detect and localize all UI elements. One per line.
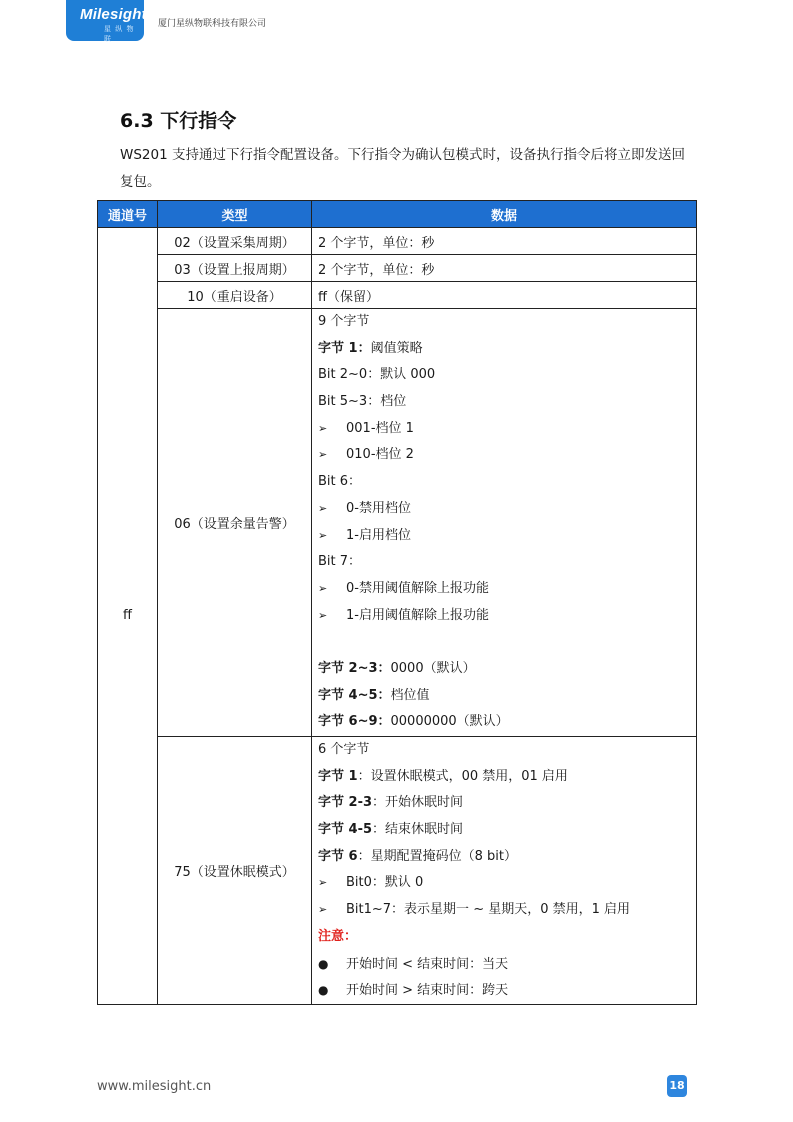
- byte-label: 字节 4~5：: [318, 687, 391, 703]
- data-text: 1-启用档位: [346, 527, 411, 543]
- type-cell: 06（设置余量告警）: [158, 309, 312, 737]
- data-line: [318, 523, 696, 550]
- data-line: [318, 790, 696, 817]
- arrow-bullet-icon: ➢: [318, 876, 328, 890]
- data-line: [318, 576, 696, 603]
- section-title: 6.3 下行指令: [120, 110, 237, 132]
- data-line: [318, 817, 696, 844]
- byte-label: 字节 6: [318, 848, 358, 864]
- channel-cell: ff: [98, 228, 158, 1005]
- data-line: Bit 5~3：档位: [318, 394, 407, 410]
- type-cell: 02（设置采集周期）: [158, 228, 312, 255]
- data-line: [318, 870, 696, 897]
- table-row: [98, 737, 697, 1005]
- data-line: Bit 7：: [318, 554, 362, 570]
- data-line: 6 个字节: [318, 742, 370, 757]
- footer-url: www.milesight.cn: [97, 1079, 212, 1094]
- data-line: [318, 336, 696, 363]
- data-cell: 2 个字节，单位：秒: [312, 255, 697, 282]
- arrow-bullet-icon: ➢: [318, 501, 328, 515]
- byte-label: 字节 1: [318, 768, 358, 784]
- data-line: [318, 844, 696, 871]
- data-text: 开始时间 < 结束时间：当天: [346, 956, 509, 972]
- data-text: 阈值策略: [370, 340, 423, 356]
- data-text: 0-禁用档位: [346, 500, 411, 516]
- data-line: [318, 442, 696, 469]
- data-text: ：设置休眠模式，00 禁用，01 启用: [357, 768, 568, 784]
- section-intro: WS201 支持通过下行指令配置设备。下行指令为确认包模式时，设备执行指令后将立即发送回复包。: [120, 147, 685, 190]
- dot-bullet-icon: ●: [318, 956, 329, 971]
- data-line: [318, 709, 696, 736]
- page-number-badge: 18: [667, 1075, 687, 1097]
- byte-label: 字节 1：: [318, 340, 371, 356]
- data-text: 1-启用阈值解除上报功能: [346, 607, 489, 623]
- data-line: [318, 897, 696, 924]
- byte-label: 字节 4-5: [318, 822, 373, 838]
- data-text: 00000000（默认）: [390, 714, 509, 730]
- data-text: ：结束休眠时间: [372, 822, 464, 838]
- type-cell: 10（重启设备）: [158, 282, 312, 309]
- data-text: 0-禁用阈值解除上报功能: [346, 580, 489, 596]
- logo: [66, 0, 147, 43]
- data-line: 9 个字节: [318, 314, 370, 329]
- data-line: [318, 416, 696, 443]
- downlink-command-table: [97, 200, 697, 1005]
- data-cell: [312, 737, 697, 1005]
- arrow-bullet-icon: ➢: [318, 528, 328, 542]
- byte-label: 字节 2-3: [318, 795, 373, 811]
- logo-subtext: 星 纵 物 联: [104, 25, 135, 43]
- arrow-bullet-icon: ➢: [318, 448, 328, 462]
- header-type: 类型: [158, 201, 312, 228]
- type-cell: 03（设置上报周期）: [158, 255, 312, 282]
- data-line: [318, 656, 696, 683]
- data-line: [318, 977, 696, 1004]
- table-row: [98, 228, 697, 255]
- table-row: [98, 255, 697, 282]
- data-text: 开始时间 > 结束时间：跨天: [346, 983, 509, 999]
- data-line: Bit 6：: [318, 474, 362, 490]
- data-line: [318, 603, 696, 630]
- data-line: [318, 951, 696, 978]
- note-label: 注意：: [318, 928, 358, 944]
- data-text: 0000（默认）: [390, 660, 476, 676]
- data-line: [318, 683, 696, 710]
- arrow-bullet-icon: ➢: [318, 581, 328, 595]
- data-text: ：开始休眠时间: [372, 795, 464, 811]
- data-text: ：星期配置掩码位（8 bit）: [357, 848, 517, 864]
- type-cell: 75（设置休眠模式）: [158, 737, 312, 1005]
- data-text: Bit1~7：表示星期一 ~ 星期天，0 禁用，1 启用: [346, 902, 631, 918]
- dot-bullet-icon: ●: [318, 983, 329, 998]
- data-line: [318, 764, 696, 791]
- byte-label: 字节 2~3：: [318, 660, 391, 676]
- arrow-bullet-icon: ➢: [318, 903, 328, 917]
- table-header-row: [98, 201, 697, 228]
- data-text: 001-档位 1: [346, 420, 414, 436]
- data-cell: [312, 309, 697, 737]
- data-cell: 2 个字节，单位：秒: [312, 228, 697, 255]
- company-name: 厦门星纵物联科技有限公司: [158, 19, 267, 29]
- data-line: [318, 496, 696, 523]
- data-cell: ff（保留）: [312, 282, 697, 309]
- data-text: 档位值: [390, 687, 430, 703]
- blank-line: [318, 629, 696, 656]
- byte-label: 字节 6~9：: [318, 714, 391, 730]
- data-text: 010-档位 2: [346, 447, 414, 463]
- header-data: 数据: [312, 201, 697, 228]
- data-text: Bit0：默认 0: [346, 875, 424, 891]
- logo-text: Milesight: [80, 6, 147, 23]
- table-row: [98, 282, 697, 309]
- arrow-bullet-icon: ➢: [318, 608, 328, 622]
- header-channel: 通道号: [98, 201, 158, 228]
- table-row: [98, 309, 697, 737]
- data-line: Bit 2~0：默认 000: [318, 367, 436, 383]
- arrow-bullet-icon: ➢: [318, 421, 328, 435]
